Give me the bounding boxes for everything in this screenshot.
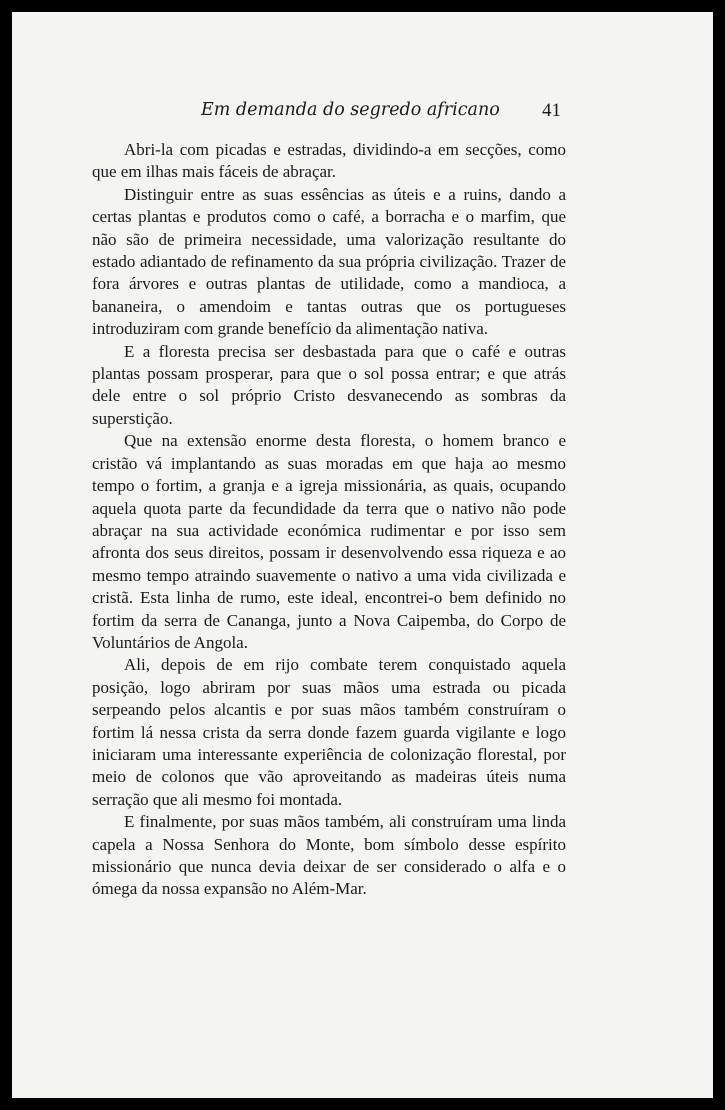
paragraph: E a floresta precisa ser desbastada para que o café e outras plantas possam prosperar, para que o sol possa entrar; e que atrás dele entre o sol próprio Cristo desvanecendo as sombras da superstição. bbox=[92, 341, 566, 428]
book-page bbox=[12, 12, 713, 1098]
paragraph: E finalmente, por suas mãos também, ali construíram uma linda capela a Nossa Senhora do Monte, bom símbolo desse espírito missionário que nunca devia deixar de ser considerado o alfa e o ómega da nossa expansão no Além-Mar. bbox=[92, 812, 566, 899]
paragraph: Abri-la com picadas e estradas, dividindo-a em secções, como que em ilhas mais fáceis de abraçar. bbox=[92, 140, 566, 182]
paragraph: Distinguir entre as suas essências as úteis e a ruins, dando a certas plantas e produtos como o café, a borracha e o marfim, que não são de primeira necessidade, uma valorização resultante do estado adiantado de refinamento da sua própria civilização. Trazer de fora árvores e outras plantas de utilidade, como a mandioca, a bananeira, o amendoim e tantas outras que os portugueses introduziram com grande benefício da alimentação nativa. bbox=[92, 184, 566, 339]
running-title: Em demanda do segredo africano bbox=[201, 100, 500, 120]
page-number: 41 bbox=[542, 100, 561, 121]
body-text bbox=[92, 139, 566, 901]
paragraph: Ali, depois de em rijo combate terem conquistado aquela posição, logo abriram por suas mãos uma estrada ou picada serpeando pelos alcantis e por suas mãos também construíram o fortim lá nessa crista da serra donde fazem guarda vigilante e logo iniciaram uma interessante experiência de colonização florestal, por meio de colonos que vão aproveitando as madeiras úteis numa serração que ali mesmo foi montada. bbox=[92, 655, 566, 809]
page-header bbox=[12, 100, 713, 130]
paragraph: Que na extensão enorme desta floresta, o homem branco e cristão vá implantando as suas moradas em que haja ao mesmo tempo o fortim, a granja e a igreja missionária, as quais, ocupando aquela quota parte da fecundidade da terra que o nativo não pode abraçar na sua actividade económica rudimentar e por isso sem afronta dos seus direitos, possam ir desenvolvendo essa riqueza e ao mesmo tempo atraindo suavemente o nativo a uma vida civilizada e cristã. Esta linha de rumo, este ideal, encontrei-o bem definido no fortim da serra de Cananga, junto a Nova Caipemba, do Corpo de Voluntários de Angola. bbox=[92, 431, 566, 652]
